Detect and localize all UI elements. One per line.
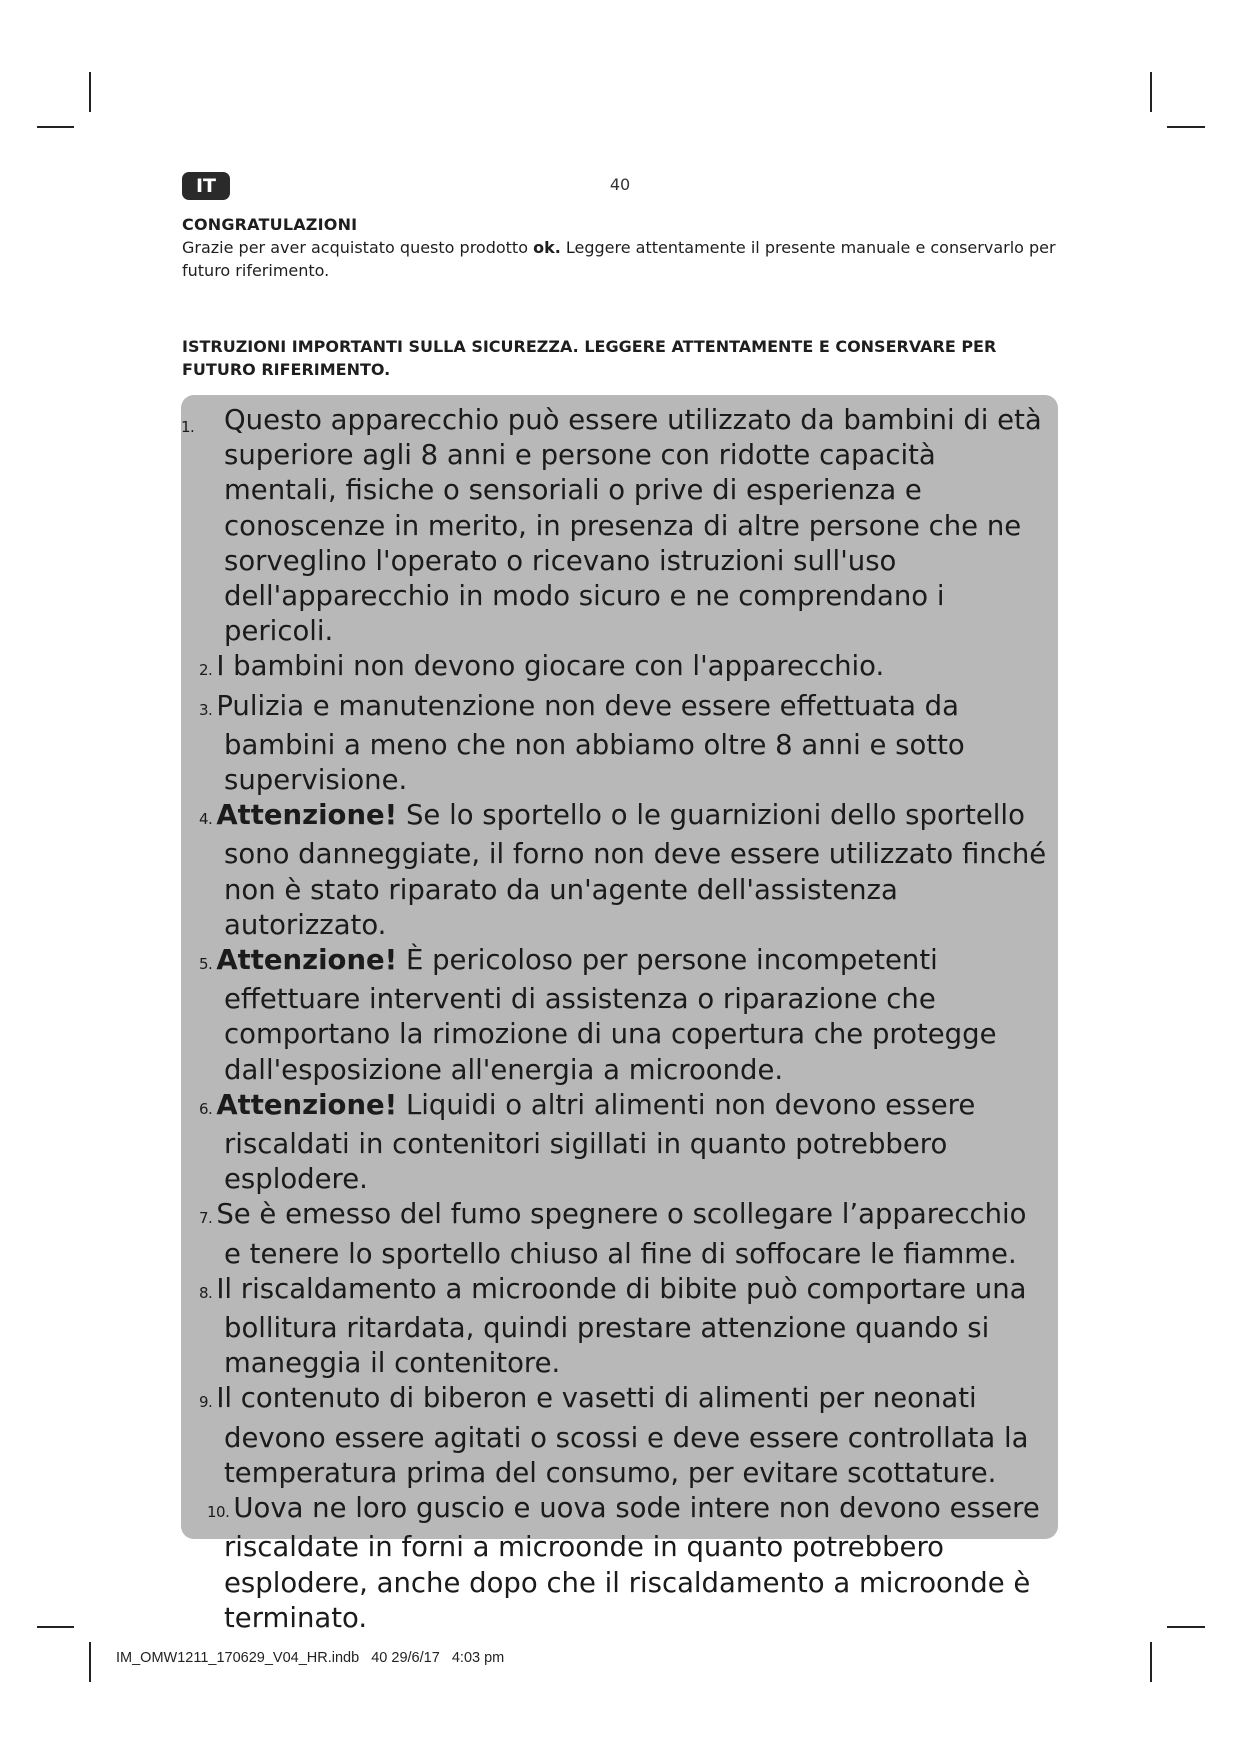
crop-mark	[1167, 1626, 1205, 1628]
language-badge: IT	[182, 172, 230, 200]
item-number: 2.	[199, 661, 213, 680]
item-number: 8.	[199, 1283, 213, 1302]
crop-mark	[1167, 126, 1205, 128]
item-text: Il riscaldamento a microonde di bibite può comportare una bollitura ritardata, quindi prestare attenzione quando si maneggia il contenitore.	[216, 1272, 1027, 1380]
item-text: I bambini non devono giocare con l'apparecchio.	[216, 650, 885, 683]
safety-item	[181, 798, 1048, 943]
item-text: È pericoloso per persone incompetenti effettuare interventi di assistenza o riparazione che comportano la rimozione di una copertura che protegge dall'esposizione all'energia a microonde.	[224, 944, 997, 1086]
item-number: 5.	[199, 955, 213, 974]
item-number: 7.	[199, 1209, 213, 1228]
safety-item	[181, 943, 1048, 1088]
item-number: 3.	[199, 700, 213, 719]
item-text: Uova ne loro guscio e uova sode intere non devono essere riscaldate in forni a microonde in quanto potrebbero esplodere, anche dopo che il riscaldamento a microonde è terminato.	[224, 1492, 1040, 1634]
safety-item	[181, 403, 1048, 649]
brand-name: ok.	[533, 238, 561, 257]
intro-section	[182, 214, 1062, 282]
safety-item	[181, 689, 1048, 799]
safety-item	[181, 1088, 1048, 1198]
item-text: Il contenuto di biberon e vasetti di alimenti per neonati devono essere agitati o scossi e deve essere controllata la temperatura prima del consumo, per evitare scottature.	[216, 1382, 1029, 1489]
safety-item	[181, 1197, 1048, 1271]
print-footer: IM_OMW1211_170629_V04_HR.indb 40 29/6/17 4:03 pm	[116, 1650, 505, 1666]
item-text: Se lo sportello o le guarnizioni dello sportello sono danneggiate, il forno non deve essere utilizzato finché non è stato riparato da un'agente dell'assistenza autorizzato.	[224, 799, 1047, 941]
item-number: 6.	[199, 1099, 213, 1118]
intro-title: CONGRATULAZIONI	[182, 215, 358, 234]
page-number: 40	[609, 175, 631, 194]
crop-mark	[89, 72, 91, 112]
item-text: Questo apparecchio può essere utilizzato da bambini di età superiore agli 8 anni e persone con ridotte capacità mentali, fisiche o sensoriali o prive di esperienza e conoscenze in merito, in presenza di altre persone che ne sorveglino l'operato o ricevano istruzioni sull'uso dell'apparecchio in modo sicuro e ne comprendano i pericoli.	[224, 404, 1042, 648]
item-text: Liquidi o altri alimenti non devono essere riscaldati in contenitori sigillati in quanto potrebbero esplodere.	[224, 1088, 976, 1196]
item-number: 1.	[181, 418, 195, 436]
crop-mark	[37, 1626, 74, 1628]
safety-list	[181, 403, 1048, 1636]
item-text: Se è emesso del fumo spegnere o scollegare l’apparecchio e tenere lo sportello chiuso al fine di soffocare le fiamme.	[216, 1198, 1027, 1270]
warning-label: Attenzione!	[216, 1088, 398, 1121]
safety-item	[181, 1381, 1048, 1491]
safety-title: ISTRUZIONI IMPORTANTI SULLA SICUREZZA. LEGGERE ATTENTAMENTE E CONSERVARE PER FUTURO RIFERIMENTO.	[182, 337, 997, 379]
safety-instructions-box	[181, 395, 1058, 1634]
safety-item	[181, 1491, 1048, 1636]
safety-item	[181, 1272, 1048, 1382]
intro-text	[182, 236, 1062, 282]
safety-item	[181, 649, 1048, 688]
item-number: 4.	[199, 810, 213, 829]
crop-mark	[89, 1642, 91, 1682]
item-number: 10.	[207, 1503, 230, 1522]
item-number: 9.	[199, 1393, 213, 1412]
crop-mark	[1150, 1642, 1152, 1682]
crop-mark	[37, 126, 74, 128]
crop-mark	[1150, 72, 1152, 112]
warning-label: Attenzione!	[216, 944, 398, 977]
item-text: Pulizia e manutenzione non deve essere effettuata da bambini a meno che non abbiamo oltre 8 anni e sotto supervisione.	[216, 689, 965, 797]
warning-label: Attenzione!	[216, 799, 398, 832]
intro-text-after: Leggere attentamente il presente manuale e conservarlo per futuro riferimento.	[182, 238, 1056, 280]
intro-text-before: Grazie per aver acquistato questo prodotto	[182, 238, 534, 257]
